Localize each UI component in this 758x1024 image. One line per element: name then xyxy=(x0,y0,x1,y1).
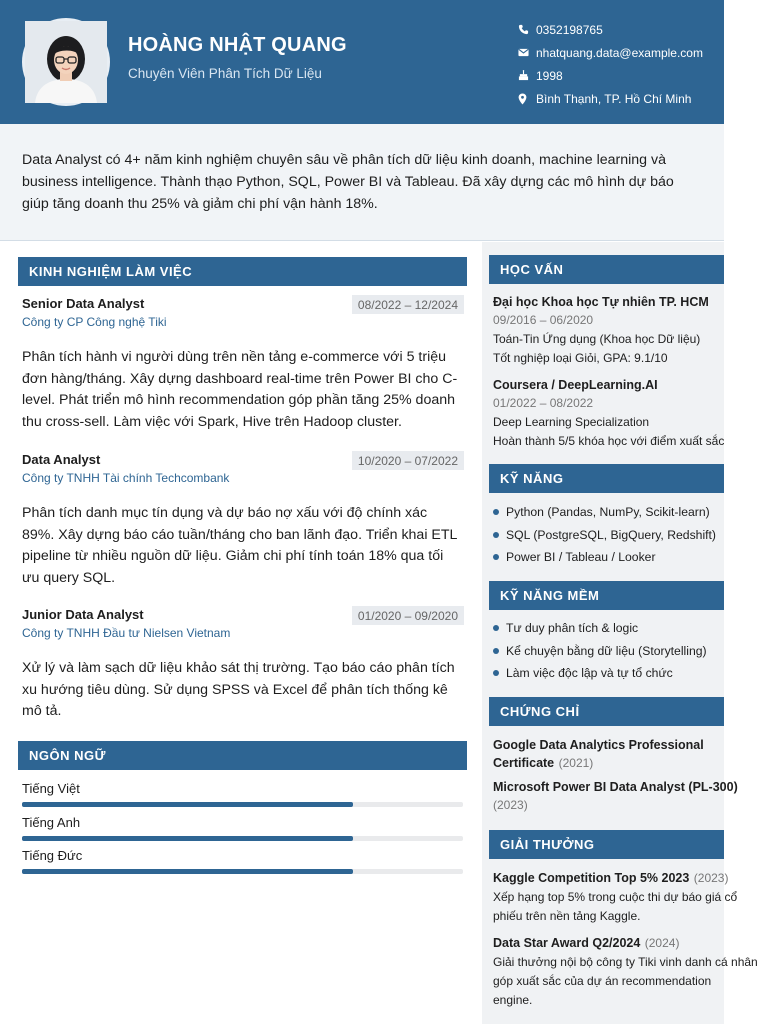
awards-section-title: GIẢI THƯỞNG xyxy=(489,830,724,859)
profile-photo xyxy=(22,18,110,106)
certificate-name: Google Data Analytics Professional xyxy=(493,738,704,752)
certificate-year: (2023) xyxy=(493,798,528,812)
languages-section-title: NGÔN NGỮ xyxy=(18,741,467,770)
soft-skill-label: Làm việc độc lập và tự tổ chức xyxy=(506,666,673,681)
contact-location xyxy=(518,87,724,110)
main-column xyxy=(0,242,482,1024)
education-school: Coursera / DeepLearning.AI xyxy=(493,378,658,392)
language-item xyxy=(22,848,464,874)
job-company: Công ty TNHH Tài chính Techcombank xyxy=(22,471,230,485)
certificates-section-title: CHỨNG CHỈ xyxy=(489,697,724,726)
award-entry xyxy=(493,869,738,926)
resume-header xyxy=(0,0,724,124)
language-item xyxy=(22,781,464,807)
award-description-line: Xếp hạng top 5% trong cuộc thi dự báo giá cổ xyxy=(493,890,738,904)
candidate-name: HOÀNG NHẬT QUANG xyxy=(128,34,347,56)
award-year: (2024) xyxy=(644,936,680,950)
language-name: Tiếng Anh xyxy=(22,815,81,830)
summary-text: Data Analyst có 4+ năm kinh nghiệm chuyên sâu về phân tích dữ liệu kinh doanh, machine learning và business intelligence. Thành thạo Python, SQL, Power BI và Tableau. Đã xây dựng các mô hình dự báo giúp tăng doanh thu 25% và giảm chi phí vận hành 18%. xyxy=(22,152,674,212)
language-level-fill xyxy=(22,836,353,841)
job-entry xyxy=(22,606,464,723)
language-level-fill xyxy=(22,869,353,874)
job-role: Data Analyst xyxy=(22,452,101,467)
soft-skill-label: Kể chuyện bằng dữ liệu (Storytelling) xyxy=(506,643,707,658)
contact-phone xyxy=(518,18,724,41)
job-entry xyxy=(22,295,464,433)
contact-birth-year xyxy=(518,64,724,87)
job-role: Junior Data Analyst xyxy=(22,607,144,622)
award-description-line: phiếu trên nền tảng Kaggle. xyxy=(493,909,641,923)
education-entry xyxy=(493,376,733,451)
certificate-year: (2021) xyxy=(558,756,594,770)
soft-skill-item xyxy=(493,640,733,663)
job-description: Phân tích danh mục tín dụng và dự báo nợ xấu với độ chính xác 89%. Xây dựng báo cáo tuần/tháng cho ban lãnh đạo. Triển khai ETL pipeline từ nhiều nguồn dữ liệu. Giảm chi phí tính toán 18% qua tối ưu query SQL. xyxy=(22,505,457,586)
skill-label: SQL (PostgreSQL, BigQuery, Redshift) xyxy=(506,527,716,542)
job-entry xyxy=(22,451,464,589)
award-description-line: engine. xyxy=(493,993,533,1007)
award-year: (2023) xyxy=(693,871,729,885)
certificate-name-cont: Certificate xyxy=(493,756,555,770)
bullet-icon xyxy=(493,532,499,538)
contact-birth-year-value: 1998 xyxy=(536,68,563,83)
certificate-entry xyxy=(493,778,738,815)
skill-label: Python (Pandas, NumPy, Scikit-learn) xyxy=(506,505,710,520)
award-name: Data Star Award Q2/2024 xyxy=(493,936,641,950)
education-school: Đại học Khoa học Tự nhiên TP. HCM xyxy=(493,295,709,309)
language-name: Tiếng Việt xyxy=(22,781,80,796)
job-role: Senior Data Analyst xyxy=(22,296,145,311)
soft-skills-list xyxy=(493,617,733,685)
job-description: Phân tích hành vi người dùng trên nền tảng e-commerce với 5 triệu đơn hàng/tháng. Xây dựng dashboard real-time trên Power BI cho C-level. Phát triển mô hình recommendation góp phần tăng 25% doanh thu cross-sell. Làm việc với Spark, Hive trên Hadoop cluster. xyxy=(22,349,458,430)
education-period: 09/2016 – 06/2020 xyxy=(493,313,594,327)
contact-list xyxy=(518,18,724,110)
soft-skill-item xyxy=(493,662,733,685)
award-description-line: Giải thưởng nội bộ công ty Tiki vinh danh cá nhân xyxy=(493,955,758,969)
soft-skill-label: Tư duy phân tích & logic xyxy=(506,621,639,636)
bullet-icon xyxy=(493,509,499,515)
education-major: Deep Learning Specialization xyxy=(493,415,650,429)
job-date: 01/2020 – 09/2020 xyxy=(352,606,464,625)
job-date: 08/2022 – 12/2024 xyxy=(352,295,464,314)
contact-phone-value: 0352198765 xyxy=(536,22,603,37)
job-description: Xử lý và làm sạch dữ liệu khảo sát thị trường. Tạo báo cáo phân tích xu hướng tiêu dùng. Sử dụng SPSS và Excel để phân tích thống kê mô tả. xyxy=(22,660,455,719)
profile-photo-illustration xyxy=(25,21,107,103)
skill-label: Power BI / Tableau / Looker xyxy=(506,550,656,565)
award-description-line: góp xuất sắc của dự án recommendation xyxy=(493,974,712,988)
location-pin-icon xyxy=(518,93,536,105)
education-entry xyxy=(493,293,733,368)
summary-section xyxy=(0,124,724,241)
phone-icon xyxy=(518,24,536,35)
sidebar-column xyxy=(482,242,758,1024)
email-icon xyxy=(518,48,536,57)
certificate-name: Microsoft Power BI Data Analyst (PL-300) xyxy=(493,780,738,794)
candidate-title: Chuyên Viên Phân Tích Dữ Liệu xyxy=(128,66,322,81)
skill-item xyxy=(493,524,733,547)
soft-skill-item xyxy=(493,617,733,640)
certificate-entry xyxy=(493,736,733,773)
language-name: Tiếng Đức xyxy=(22,848,83,863)
soft-skills-section-title: KỸ NĂNG MỀM xyxy=(489,581,724,610)
job-date: 10/2020 – 07/2022 xyxy=(352,451,464,470)
skill-item xyxy=(493,501,733,524)
contact-email-value: nhatquang.data@example.com xyxy=(536,45,703,60)
birthday-cake-icon xyxy=(518,70,536,81)
language-level-bar xyxy=(22,802,463,807)
experience-section-title: KINH NGHIỆM LÀM VIỆC xyxy=(18,257,467,286)
bullet-icon xyxy=(493,554,499,560)
language-item xyxy=(22,815,464,841)
contact-location-value: Bình Thạnh, TP. Hồ Chí Minh xyxy=(536,91,692,106)
education-detail: Tốt nghiệp loại Giỏi, GPA: 9.1/10 xyxy=(493,351,668,365)
contact-email xyxy=(518,41,724,64)
bullet-icon xyxy=(493,648,499,654)
language-level-bar xyxy=(22,836,463,841)
language-level-fill xyxy=(22,802,353,807)
skill-item xyxy=(493,546,733,569)
education-section-title: HỌC VẤN xyxy=(489,255,724,284)
education-detail: Hoàn thành 5/5 khóa học với điểm xuất sắc xyxy=(493,434,725,448)
education-major: Toán-Tin Ứng dụng (Khoa học Dữ liệu) xyxy=(493,332,701,346)
skills-section-title: KỸ NĂNG xyxy=(489,464,724,493)
education-period: 01/2022 – 08/2022 xyxy=(493,396,594,410)
job-company: Công ty TNHH Đầu tư Nielsen Vietnam xyxy=(22,626,231,640)
award-name: Kaggle Competition Top 5% 2023 xyxy=(493,871,690,885)
language-level-bar xyxy=(22,869,463,874)
skills-list xyxy=(493,501,733,569)
job-company: Công ty CP Công nghệ Tiki xyxy=(22,315,167,329)
bullet-icon xyxy=(493,625,499,631)
award-entry xyxy=(493,934,758,1010)
bullet-icon xyxy=(493,670,499,676)
